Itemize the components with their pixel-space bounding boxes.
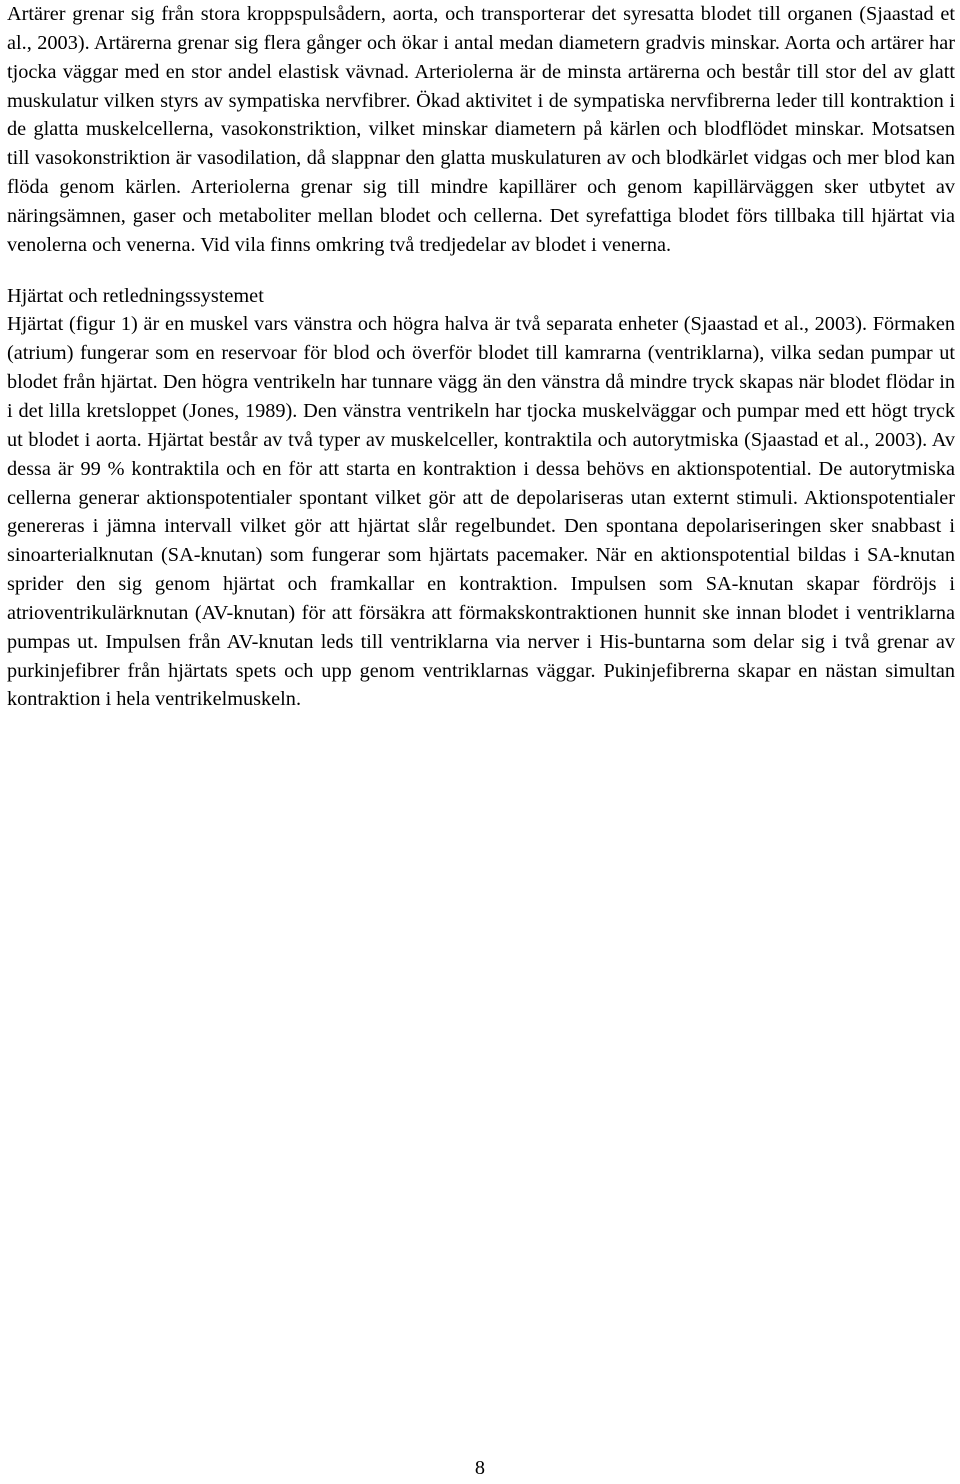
body-paragraph-heart: Hjärtat (figur 1) är en muskel vars vänstra och högra halva är två separata enheter (Sjaastad et al., 2003). Förmaken (atrium) fungerar som en reservoar för blod och överför blodet till kamrarna (ventriklarna), vilka sedan pumpar ut blodet från hjärtat. Den högra ventrikeln har tunnare vägg än den vänstra då mindre tryck skapas när blodet flödar in i det lilla kretsloppet (Jones, 1989). Den vänstra ventrikeln har tjocka muskelväggar och pumpar med ett högt tryck ut blodet i aorta. Hjärtat består av två typer av muskelceller, kontraktila och autorytmiska (Sjaastad et al., 2003). Av dessa är 99 % kontraktila och en för att starta en kontraktion i dessa behövs en aktionspotential. De autorytmiska cellerna generar aktionspotentialer spontant vilket gör att de depolariseras utan externt stimuli. Aktionspotentialer genereras i jämna intervall vilket gör att hjärtat slår regelbundet. Den spontana depolariseringen sker snabbast i sinoarterialknutan (SA-knutan) som fungerar som hjärtats pacemaker. När en aktionspotential bildas i SA-knutan sprider den sig genom hjärtat och framkallar en kontraktion. Impulsen som SA-knutan skapar fördröjs i atrioventrikulärknutan (AV-knutan) för att försäkra att förmakskontraktionen hunnit ske innan blodet i ventriklarna pumpas ut. Impulsen från AV-knutan leds till ventriklarna via nerver i His-buntarna som delar sig i två grenar av purkinjefibrer från hjärtats spets och upp genom ventriklarnas väggar. Pukinjefibrerna skapar en nästan simultan kontraktion i hela ventrikelmuskeln. <box>7 313 955 711</box>
document-page <box>7 0 955 714</box>
section-heading: Hjärtat och retledningssystemet <box>7 284 264 307</box>
page-number: 8 <box>474 1457 486 1479</box>
body-paragraph-arteries: Artärer grenar sig från stora kroppspulsådern, aorta, och transporterar det syresatta blodet till organen (Sjaastad et al., 2003). Artärerna grenar sig flera gånger och ökar i antal medan diametern gradvis minskar. Aorta och artärer har tjocka väggar med en stor andel elastisk vävnad. Arteriolerna är de minsta artärerna och består till stor del av glatt muskulatur vilken styrs av sympatiska nervfibrer. Ökad aktivitet i de sympatiska nervfibrerna leder till kontraktion i de glatta muskelcellerna, vasokonstriktion, vilket minskar diametern på kärlen och blodflödet minskar. Motsatsen till vasokonstriktion är vasodilation, då slappnar den glatta muskulaturen av och blodkärlet vidgas och mer blod kan flöda genom kärlen. Arteriolerna grenar sig till mindre kapillärer och genom kapillärväggen sker utbytet av näringsämnen, gaser och metaboliter mellan blodet och cellerna. Det syrefattiga blodet förs tillbaka till hjärtat via venolerna och venerna. Vid vila finns omkring två tredjedelar av blodet i venerna. <box>7 3 955 256</box>
